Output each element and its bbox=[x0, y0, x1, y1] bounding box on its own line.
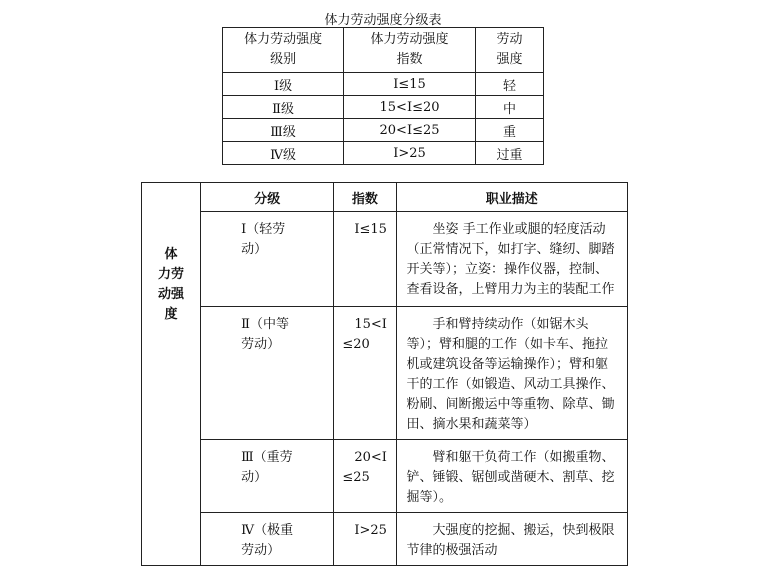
strength-cell: 中 bbox=[475, 96, 543, 119]
desc-cell bbox=[396, 307, 628, 440]
index-line: 15<I bbox=[354, 317, 387, 332]
level-line: 劳动） bbox=[241, 543, 281, 558]
index-cell: 15<I≤20 bbox=[344, 96, 476, 119]
desc-cell bbox=[396, 440, 628, 513]
header-desc: 职业描述 bbox=[396, 183, 628, 212]
table-row bbox=[142, 440, 628, 513]
table-row bbox=[223, 73, 544, 96]
level-cell: Ⅰ级 bbox=[223, 73, 344, 96]
row-label-line: 度 bbox=[164, 307, 178, 322]
level-cell bbox=[201, 440, 334, 513]
index-line: ≤25 bbox=[342, 470, 370, 485]
level-line: Ⅲ（重劳 bbox=[241, 450, 293, 465]
desc-text: 大强度的挖掘、搬运，快到极限节律的极强活动 bbox=[406, 523, 615, 558]
level-line: 劳动） bbox=[241, 337, 281, 352]
desc-cell bbox=[396, 212, 628, 307]
index-cell bbox=[334, 212, 396, 307]
header-level bbox=[223, 28, 344, 73]
desc-text: 臂和躯干负荷工作（如搬重物、铲、锤锻、锯刨或凿硬木、割草、挖掘等）。 bbox=[406, 450, 615, 505]
level-line: Ⅰ（轻劳 bbox=[241, 222, 286, 237]
labor-intensity-table bbox=[222, 27, 544, 165]
index-line: 20<I bbox=[354, 450, 387, 465]
level-line: 动） bbox=[241, 470, 268, 485]
row-group-label bbox=[142, 183, 201, 566]
header-index bbox=[344, 28, 476, 73]
header-index-line1: 体力劳动强度 bbox=[370, 32, 449, 47]
level-cell bbox=[201, 307, 334, 440]
header-strength-line2: 强度 bbox=[496, 52, 523, 67]
table-header-row bbox=[223, 28, 544, 73]
header-strength-line1: 劳动 bbox=[496, 32, 523, 47]
index-cell: I≤15 bbox=[344, 73, 476, 96]
level-cell bbox=[201, 212, 334, 307]
table-row bbox=[142, 513, 628, 566]
index-line: I≤15 bbox=[354, 222, 387, 237]
header-level: 分级 bbox=[201, 183, 334, 212]
table-row bbox=[223, 96, 544, 119]
occupation-description-table bbox=[141, 182, 628, 566]
header-index: 指数 bbox=[334, 183, 396, 212]
level-line: Ⅱ（中等 bbox=[241, 317, 289, 332]
level-cell: Ⅲ级 bbox=[223, 119, 344, 142]
index-cell: 20<I≤25 bbox=[344, 119, 476, 142]
row-label-line: 体 bbox=[164, 247, 178, 262]
desc-cell bbox=[396, 513, 628, 566]
row-label-line: 力劳 bbox=[158, 267, 185, 282]
level-cell: Ⅱ级 bbox=[223, 96, 344, 119]
table-row bbox=[142, 307, 628, 440]
level-cell bbox=[201, 513, 334, 566]
strength-cell: 重 bbox=[475, 119, 543, 142]
index-cell bbox=[334, 440, 396, 513]
index-line: ≤20 bbox=[342, 337, 370, 352]
level-line: Ⅳ（极重 bbox=[241, 523, 294, 538]
strength-cell: 过重 bbox=[475, 142, 543, 165]
desc-text: 手和臂持续动作（如锯木头等）；臂和腿的工作（如卡车、拖拉机或建筑设备等运输操作）；臂和躯干的工作（如锻造、风动工具操作、粉刷、间断搬运中等重物、除草、锄田、摘水果和蔬菜等） bbox=[406, 317, 615, 432]
header-level-line2: 级别 bbox=[270, 52, 297, 67]
table-row bbox=[142, 212, 628, 307]
header-index-line2: 指数 bbox=[396, 52, 423, 67]
table1-title: 体力劳动强度分级表 bbox=[324, 13, 442, 28]
table-row bbox=[223, 119, 544, 142]
desc-text: 坐姿 手工作业或腿的轻度活动（正常情况下，如打字、缝纫、脚踏开关等）；立姿：操作仪器，控制、查看设备，上臂用力为主的装配工作 bbox=[406, 222, 615, 297]
index-cell: I>25 bbox=[344, 142, 476, 165]
strength-cell: 轻 bbox=[475, 73, 543, 96]
index-cell bbox=[334, 307, 396, 440]
level-cell: Ⅳ级 bbox=[223, 142, 344, 165]
header-strength bbox=[475, 28, 543, 73]
table-row bbox=[223, 142, 544, 165]
level-line: 动） bbox=[241, 242, 268, 257]
header-level-line1: 体力劳动强度 bbox=[244, 32, 323, 47]
row-label-line: 动强 bbox=[158, 287, 185, 302]
index-line: I>25 bbox=[354, 523, 387, 538]
table-header-row bbox=[142, 183, 628, 212]
index-cell bbox=[334, 513, 396, 566]
